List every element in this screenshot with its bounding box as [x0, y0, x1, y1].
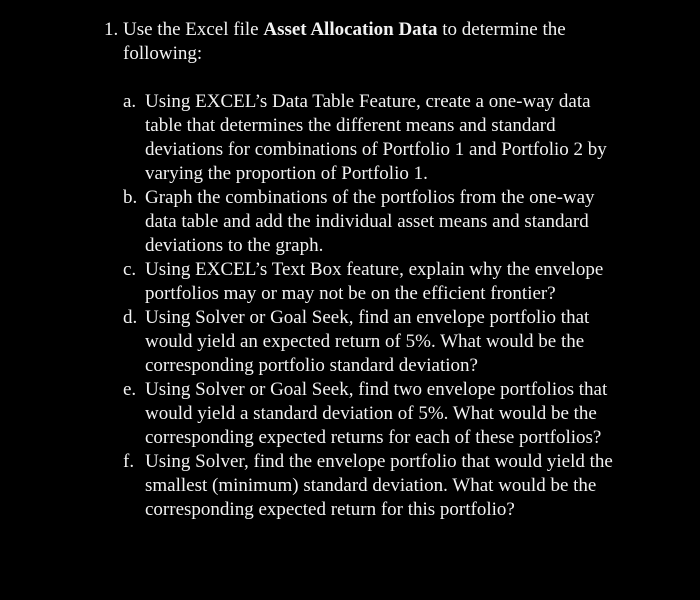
question-block	[104, 18, 624, 522]
file-name: Asset Allocation Data	[263, 19, 438, 40]
intro-text-before: Use the Excel file	[123, 19, 264, 40]
sub-question-letter: f.	[123, 451, 135, 472]
sub-question-text: Using EXCEL’s Text Box feature, explain why the envelope portfolios may or may not be on the efficient frontier?	[145, 259, 604, 304]
sub-question-c	[123, 258, 624, 306]
sub-question-letter: a.	[123, 91, 137, 112]
sub-question-text: Graph the combinations of the portfolios from the one-way data table and add the individual asset means and standard deviations to the graph.	[145, 187, 595, 256]
sub-question-text: Using Solver or Goal Seek, find an envelope portfolio that would yield an expected return of 5%. What would be the corresponding portfolio standard deviation?	[145, 307, 590, 376]
sub-question-e	[123, 378, 624, 450]
sub-question-text: Using EXCEL’s Data Table Feature, create a one-way data table that determines the different means and standard deviations for combinations of Portfolio 1 and Portfolio 2 by varying the proportion of Portfolio 1.	[145, 91, 607, 184]
sub-question-f	[123, 450, 624, 522]
sub-question-a	[123, 90, 624, 186]
sub-question-text: Using Solver or Goal Seek, find two envelope portfolios that would yield a standard deviation of 5%. What would be the corresponding expected returns for each of these portfolios?	[145, 379, 608, 448]
sub-question-list	[123, 90, 624, 522]
sub-question-d	[123, 306, 624, 378]
sub-question-letter: d.	[123, 307, 138, 328]
sub-question-text: Using Solver, find the envelope portfolio that would yield the smallest (minimum) standard deviation. What would be the corresponding expected return for this portfolio?	[145, 451, 613, 520]
intro-text-after: to determine the following:	[123, 19, 566, 64]
question-header	[104, 18, 624, 66]
question-number: 1.	[104, 19, 119, 40]
sub-question-letter: b.	[123, 187, 138, 208]
sub-question-letter: e.	[123, 379, 137, 400]
sub-question-b	[123, 186, 624, 258]
question-intro	[123, 18, 624, 66]
sub-question-letter: c.	[123, 259, 137, 280]
